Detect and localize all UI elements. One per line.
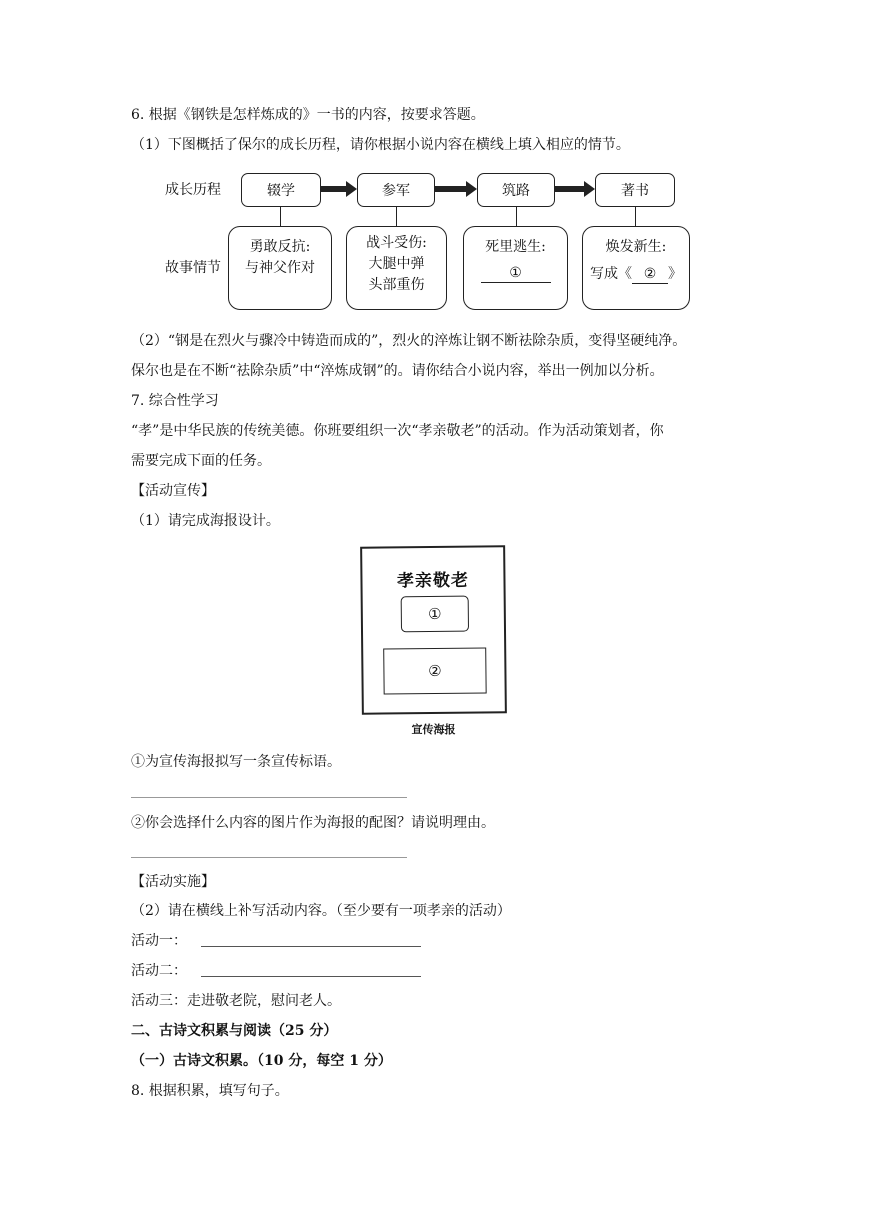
stage-label: 辍学 [267, 183, 295, 199]
plot-text: 焕发新生: [605, 239, 667, 255]
stage-box [477, 173, 555, 207]
stage-label: 著书 [621, 183, 649, 199]
activity-3: 活动三：走进敬老院，慰问老人。 [131, 993, 341, 1009]
stage-box [241, 173, 321, 207]
poster-slot-number: ② [428, 661, 442, 681]
stage-label: 筑路 [502, 183, 530, 199]
plot-text: 大腿中弹 [368, 256, 425, 272]
row-label-plot: 故事情节 [165, 260, 221, 276]
answer-line[interactable] [131, 857, 407, 858]
plot-box [582, 226, 690, 310]
q7-part1: （1）请完成海报设计。 [131, 513, 280, 529]
connector-line [516, 207, 517, 226]
stage-label: 参军 [382, 183, 410, 199]
plot-box [463, 226, 568, 310]
plot-text: 勇敢反抗: [249, 239, 311, 255]
q7-title: 7. 综合性学习 [131, 393, 219, 409]
arrow-right-icon [466, 181, 477, 197]
answer-blank[interactable] [632, 265, 668, 284]
subsection1-heading: （一）古诗文积累。（10 分，每空 1 分） [131, 1053, 392, 1069]
activity-1-blank[interactable] [201, 946, 421, 947]
activity-1-label: 活动一： [131, 933, 187, 949]
plot-box [228, 226, 332, 310]
q7-intro-line2: 需要完成下面的任务。 [131, 453, 271, 469]
arrow-shaft [321, 186, 347, 192]
answer-blank[interactable] [481, 264, 551, 283]
poster-image-box [383, 647, 486, 694]
plot-text: 头部重伤 [368, 277, 425, 293]
q6-part1: （1）下图概括了保尔的成长历程，请你根据小说内容在横线上填入相应的情节。 [131, 137, 630, 153]
blank-number: ② [643, 266, 657, 282]
activity-2-label: 活动二： [131, 963, 187, 979]
plot-box [346, 226, 447, 310]
stage-box [595, 173, 675, 207]
q8-title: 8. 根据积累，填写句子。 [131, 1083, 289, 1099]
plot-text: 写成《 [590, 266, 632, 282]
section-heading: 【活动宣传】 [131, 483, 215, 499]
plot-text: 死里逃生: [485, 239, 546, 255]
q6-part2-line2: 保尔也是在不断“祛除杂质”中“淬炼成钢”的。请你结合小说内容，举出一例加以分析。 [131, 363, 664, 379]
poster-title: 孝亲敬老 [396, 570, 470, 592]
q6-part2-line1: （2）“钢是在烈火与骤冷中铸造而成的”，烈火的淬炼让钢不断祛除杂质，变得坚硬纯净。 [131, 333, 687, 349]
connector-line [396, 207, 397, 226]
plot-text: 战斗受伤: [366, 235, 427, 251]
plot-text: 》 [668, 266, 682, 282]
poster-caption: 宣传海报 [411, 723, 456, 736]
arrow-shaft [555, 186, 585, 192]
plot-text-row [583, 264, 689, 285]
q7-part2: （2）请在横线上补写活动内容。（至少要有一项孝亲的活动） [131, 903, 511, 919]
q7-sub1: ①为宣传海报拟写一条宣传标语。 [131, 754, 341, 770]
activity-2-blank[interactable] [201, 976, 421, 977]
section2-heading: 二、古诗文积累与阅读（25 分） [131, 1023, 338, 1039]
arrow-right-icon [584, 181, 595, 197]
section-heading: 【活动实施】 [131, 874, 215, 890]
plot-text: 与神父作对 [245, 260, 315, 276]
poster-slot-number: ① [428, 604, 442, 624]
stage-box [357, 173, 435, 207]
q6-title: 6. 根据《钢铁是怎样炼成的》一书的内容，按要求答题。 [131, 107, 485, 123]
poster-slogan-box [401, 596, 469, 633]
q7-sub2: ②你会选择什么内容的图片作为海报的配图？请说明理由。 [131, 815, 495, 831]
blank-number: ① [509, 265, 522, 281]
connector-line [635, 207, 636, 226]
arrow-right-icon [346, 181, 357, 197]
arrow-shaft [435, 186, 467, 192]
poster-illustration [360, 545, 507, 715]
row-label-growth: 成长历程 [165, 182, 221, 198]
connector-line [280, 207, 281, 226]
q7-intro-line1: “孝”是中华民族的传统美德。你班要组织一次“孝亲敬老”的活动。作为活动策划者，你 [131, 423, 664, 439]
answer-line[interactable] [131, 797, 407, 798]
